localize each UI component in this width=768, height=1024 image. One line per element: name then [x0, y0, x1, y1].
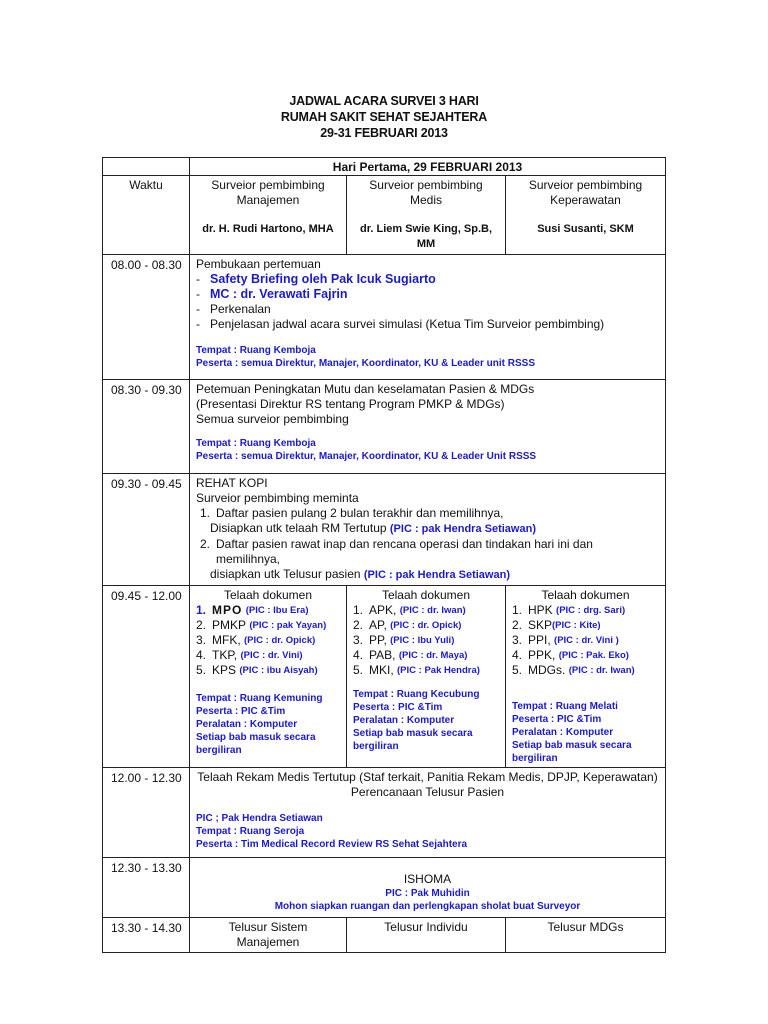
- opening-session: Pembukaan pertemuan - Safety Briefing oleh Pak Icuk Sugiarto - MC : dr. Verawati Fajrin - Perkenalan - Penjelasan jadwal acara survei simulasi (Ketua Tim Surveior pembimbing) Tempat : Ruang Kemboja Peserta : semua Direktur, Manajer, Koordinator, KU & Leader unit RSSS: [190, 255, 666, 380]
- medical-record-review: Telaah Rekam Medis Tertutup (Staf terkait, Panitia Rekam Medis, DPJP, Keperawatan) Perencanaan Telusur Pasien PIC ; Pak Hendra Setiawan Tempat : Ruang Seroja Peserta : Tim Medical Record Review RS Sehat Sejahtera: [190, 768, 666, 858]
- schedule-table: Hari Pertama, 29 FEBRUARI 2013 Waktu Surveior pembimbing Manajemen dr. H. Rudi Hartono, MHA Surveior pembimbing Medis dr. Liem Swie King, Sp.B, MM Surveior pembimbing Keperawatan Susi Susanti, SKM 08.00 - 08.30 Pembukaan pertemuan - Safety Briefing oleh Pak Icuk Sugiarto - MC : dr. Verawati Fajrin - Perkenalan - Penjelasan jadwal acara survei simulasi (Ketua Tim Surveior pembimbing) Tempat : Ruang Kemboja Peserta : semua Direktur, Manajer, Koordinator, KU & Leader unit RSSS 08.30 - 09.30 Petemuan Peningkatan Mutu dan keselamatan Pasien & MDGs (Presentasi Direktur RS tentang Program PMKP & MDGs) Semua surveior pembimbing Tempat : Ruang Kemboja Peserta : semua Direktur, Manajer, Koordinator, KU & Leader Unit RSSS 09.30 - 09.45 REHAT KOPI Surveior pembimbing meminta 1. Daftar pasien pulang 2 bulan terakhir dan memilihnya, Disiapkan utk telaah RM Tertutup (PIC : pak Hendra Setiawan) 2. Daftar pasien rawat inap dan rencana operasi dan tindakan hari ini dan memilihnya, disiapkan utk Telusur pasien (PIC : pak Hendra Setiawan) 09.45 - 12.00 Telaah dokumen 1. MPO (PIC : Ibu Era) 2. PMKP (PIC : pak Yayan) 3. MFK, (PIC : dr. Opick) 4. TKP, (PIC : dr. Vini) 5. KPS (PIC : ibu Aisyah) Tempat : Ruang Kemuning Peserta : PIC &Tim Peralatan : Komputer Setiap bab masuk secara bergiliran Telaah dokumen 1. APK, (PIC : dr. Iwan) 2. AP, (PIC : dr. Opick) 3. PP, (PIC : Ibu Yuli) 4. PAB, (PIC : dr. Maya) 5. MKI, (PIC : Pak Hendra) Tempat : Ruang Kecubung Peserta : PIC &Tim Peralatan : Komputer Setiap bab masuk secara bergiliran Telaah dokumen 1. HPK (PIC : drg. Sari) 2. SKP (PIC : Kite) 3. PPI, (PIC : dr. Vini ) 4. PPK, (PIC : Pak. Eko) 5. MDGs. (PIC : dr. Iwan) Tempat : Ruang Melati Peserta : PIC &Tim Peralatan : Komputer Setiap bab masuk secara bergiliran 12.00 - 12.30 Telaah Rekam Medis Tertutup (Staf terkait, Panitia Rekam Medis, DPJP, Keperawatan) Perencanaan Telusur Pasien PIC ; Pak Hendra Setiawan Tempat : Ruang Seroja Peserta : Tim Medical Record Review RS Sehat Sejahtera 12.30 - 13.30 ISHOMA PIC : Pak Muhidin Mohon siapkan ruangan dan perlengkapan sholat buat Surveyor 13.30 - 14.30 Telusur Sistem Manajemen Telusur Individu Telusur MDGs: [102, 157, 666, 953]
- surveyor-medical: Surveior pembimbing Medis dr. Liem Swie King, Sp.B, MM: [347, 176, 506, 255]
- day-title: Hari Pertama, 29 FEBRUARI 2013: [190, 158, 666, 176]
- trace-mdgs: Telusur MDGs: [506, 918, 666, 953]
- hospital-name: RUMAH SAKIT SEHAT SEJAHTERA: [280, 110, 488, 124]
- doc-review-medical: Telaah dokumen 1. APK, (PIC : dr. Iwan) 2. AP, (PIC : dr. Opick) 3. PP, (PIC : Ibu Yuli) 4. PAB, (PIC : dr. Maya) 5. MKI, (PIC : Pak Hendra) Tempat : Ruang Kecubung Peserta : PIC &Tim Peralatan : Komputer Setiap bab masuk secara bergiliran: [347, 586, 506, 768]
- time-slot: 08.00 - 08.30: [103, 255, 190, 380]
- document-title: JADWAL ACARA SURVEI 3 HARI: [289, 94, 479, 108]
- trace-management: Telusur Sistem Manajemen: [190, 918, 347, 953]
- col-waktu: Waktu: [103, 176, 190, 255]
- survey-dates: 29-31 FEBRUARI 2013: [320, 126, 448, 140]
- surveyor-nursing: Surveior pembimbing Keperawatan Susi Susanti, SKM: [506, 176, 666, 255]
- quality-safety-meeting: Petemuan Peningkatan Mutu dan keselamatan Pasien & MDGs (Presentasi Direktur RS tentang Program PMKP & MDGs) Semua surveior pembimbing Tempat : Ruang Kemboja Peserta : semua Direktur, Manajer, Koordinator, KU & Leader Unit RSSS: [190, 380, 666, 474]
- surveyor-management: Surveior pembimbing Manajemen dr. H. Rudi Hartono, MHA: [190, 176, 347, 255]
- trace-individual: Telusur Individu: [347, 918, 506, 953]
- doc-review-management: Telaah dokumen 1. MPO (PIC : Ibu Era) 2. PMKP (PIC : pak Yayan) 3. MFK, (PIC : dr. Opick) 4. TKP, (PIC : dr. Vini) 5. KPS (PIC : ibu Aisyah) Tempat : Ruang Kemuning Peserta : PIC &Tim Peralatan : Komputer Setiap bab masuk secara bergiliran: [190, 586, 347, 768]
- ishoma-break: ISHOMA PIC : Pak Muhidin Mohon siapkan ruangan dan perlengkapan sholat buat Surveyor: [190, 858, 666, 918]
- coffee-break: REHAT KOPI Surveior pembimbing meminta 1. Daftar pasien pulang 2 bulan terakhir dan memilihnya, Disiapkan utk telaah RM Tertutup (PIC : pak Hendra Setiawan) 2. Daftar pasien rawat inap dan rencana operasi dan tindakan hari ini dan memilihnya, disiapkan utk Telusur pasien (PIC : pak Hendra Setiawan): [190, 474, 666, 586]
- doc-review-nursing: Telaah dokumen 1. HPK (PIC : drg. Sari) 2. SKP (PIC : Kite) 3. PPI, (PIC : dr. Vini ) 4. PPK, (PIC : Pak. Eko) 5. MDGs. (PIC : dr. Iwan) Tempat : Ruang Melati Peserta : PIC &Tim Peralatan : Komputer Setiap bab masuk secara bergiliran: [506, 586, 666, 768]
